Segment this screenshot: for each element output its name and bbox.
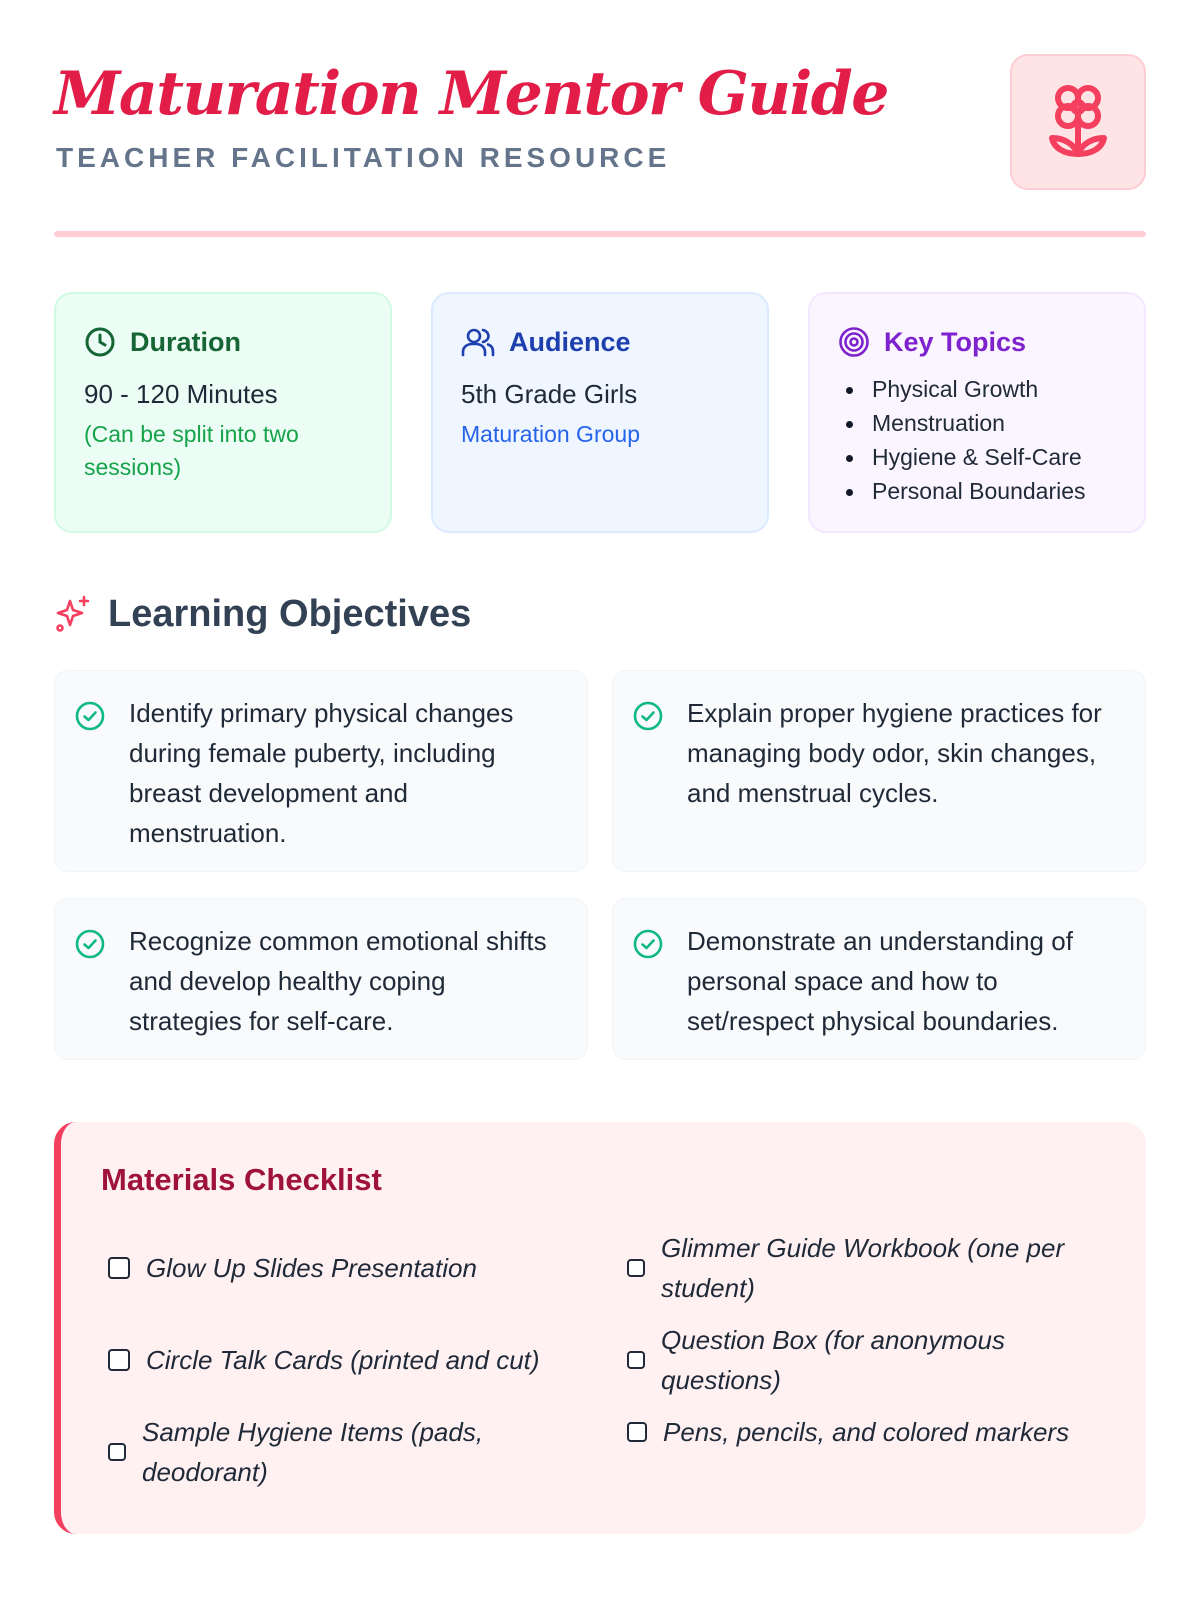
objective-card (612, 670, 1146, 872)
audience-label: Audience (509, 326, 631, 357)
check-circle-icon (75, 701, 105, 731)
audience-card (431, 292, 769, 533)
checkbox[interactable] (108, 1349, 130, 1371)
checklist-label: Glow Up Slides Presentation (146, 1253, 477, 1283)
check-circle-icon (633, 929, 663, 959)
clock-icon (84, 326, 116, 358)
materials-checklist (54, 1122, 1146, 1534)
audience-value: 5th Grade Girls (461, 379, 638, 409)
checklist-item[interactable] (108, 1248, 588, 1288)
topics-card (808, 292, 1146, 533)
objective-card (54, 898, 588, 1060)
page-title: Maturation Mentor Guide (54, 59, 888, 129)
checklist-item[interactable] (627, 1228, 1107, 1308)
checkbox[interactable] (108, 1257, 130, 1279)
check-circle-icon (633, 701, 663, 731)
checklist-item[interactable] (627, 1320, 1107, 1400)
objective-card (612, 898, 1146, 1060)
flower-icon (1048, 84, 1108, 160)
checklist-label: Circle Talk Cards (printed and cut) (146, 1345, 540, 1375)
audience-note: Maturation Group (461, 420, 640, 447)
objective-text: Identify primary physical changes during female puberty, including breast development and menstruation. (129, 698, 514, 848)
duration-label: Duration (130, 326, 241, 357)
checklist-item[interactable] (108, 1340, 598, 1380)
materials-title: Materials Checklist (101, 1162, 382, 1197)
users-icon (461, 326, 495, 358)
objectives-title: Learning Objectives (108, 592, 472, 635)
checkbox[interactable] (627, 1259, 645, 1277)
objective-text: Explain proper hygiene practices for managing body odor, skin changes, and menstrual cycles. (687, 698, 1102, 808)
checkbox[interactable] (627, 1422, 647, 1442)
checklist-label: Glimmer Guide Workbook (one per student) (661, 1233, 1065, 1303)
topics-label: Key Topics (884, 326, 1027, 357)
header (54, 0, 1146, 236)
checklist-label: Pens, pencils, and colored markers (663, 1417, 1070, 1447)
checklist-label: Sample Hygiene Items (pads, deodorant) (142, 1417, 484, 1487)
info-cards (54, 292, 1146, 533)
checklist-item[interactable] (627, 1412, 1107, 1452)
duration-note: (Can be split into two sessions) (84, 420, 299, 481)
check-circle-icon (75, 929, 105, 959)
checkbox[interactable] (627, 1351, 645, 1369)
sparkles-icon (54, 595, 92, 633)
checkbox[interactable] (108, 1443, 126, 1461)
list-item: Personal Boundaries (838, 474, 1116, 508)
target-icon (838, 326, 870, 358)
checklist-label: Question Box (for anonymous questions) (661, 1325, 1005, 1395)
duration-value: 90 - 120 Minutes (84, 379, 278, 409)
list-item: Physical Growth (838, 372, 1116, 406)
objective-card (54, 670, 588, 872)
logo-tile (1010, 54, 1146, 190)
page-subtitle: TEACHER FACILITATION RESOURCE (56, 142, 671, 173)
list-item: Menstruation (838, 406, 1116, 440)
objective-text: Recognize common emotional shifts and develop healthy coping strategies for self-care. (129, 926, 547, 1036)
objective-text: Demonstrate an understanding of personal space and how to set/respect physical boundaries. (687, 926, 1073, 1036)
checklist-item[interactable] (108, 1412, 568, 1492)
duration-card (54, 292, 392, 533)
topics-list (838, 372, 1116, 508)
header-divider (54, 231, 1146, 237)
objectives-heading (54, 590, 471, 638)
list-item: Hygiene & Self-Care (838, 440, 1116, 474)
